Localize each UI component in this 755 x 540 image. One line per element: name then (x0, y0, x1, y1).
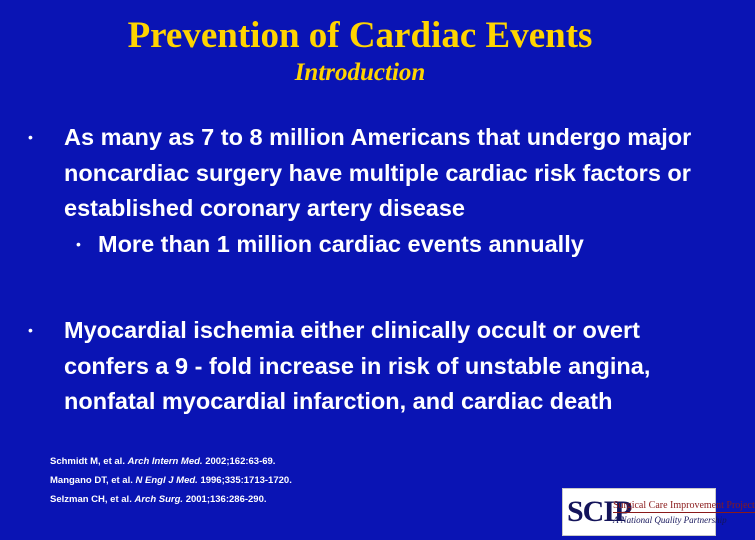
references (50, 452, 550, 509)
sub-bullet-item (76, 227, 698, 263)
bullet-text: Myocardial ischemia either clinically occult or overt confers a 9 - fold increase in risk of unstable angina, nonfatal myocardial infarction, and cardiac death (64, 317, 651, 414)
reference-journal: Arch Surg. (134, 494, 184, 505)
bullet-item (28, 120, 698, 262)
reference-item (50, 471, 550, 490)
bullet-icon: • (28, 129, 33, 145)
reference-citation: 2001;136:286-290. (185, 494, 267, 505)
bullet-text: As many as 7 to 8 million Americans that undergo major noncardiac surgery have multiple cardiac risk factors or established coronary artery disease (64, 124, 692, 221)
reference-item (50, 452, 550, 471)
slide-title: Prevention of Cardiac Events (127, 15, 593, 56)
scip-logo-mark: SCIP (567, 495, 632, 528)
reference-journal: Arch Intern Med. (127, 456, 203, 467)
reference-authors: Selzman CH, et al. (50, 494, 132, 505)
reference-authors: Schmidt M, et al. (50, 456, 125, 467)
bullet-icon: • (28, 322, 33, 338)
reference-authors: Mangano DT, et al. (50, 475, 133, 486)
sub-bullet-text: More than 1 million cardiac events annually (98, 230, 584, 257)
reference-item (50, 490, 550, 509)
reference-citation: 1996;335:1713-1720. (200, 475, 292, 486)
slide-subtitle: Introduction (294, 59, 426, 86)
scip-logo-text (613, 500, 755, 525)
reference-citation: 2002;162:63-69. (205, 456, 276, 467)
scip-logo-tagline: A National Quality Partnership (613, 514, 727, 525)
scip-logo (562, 488, 755, 536)
reference-journal: N Engl J Med. (135, 475, 198, 486)
scip-logo-name: Surgical Care Improvement Project (613, 499, 755, 511)
sub-bullet-icon: • (76, 235, 81, 252)
bullet-item (28, 313, 698, 420)
